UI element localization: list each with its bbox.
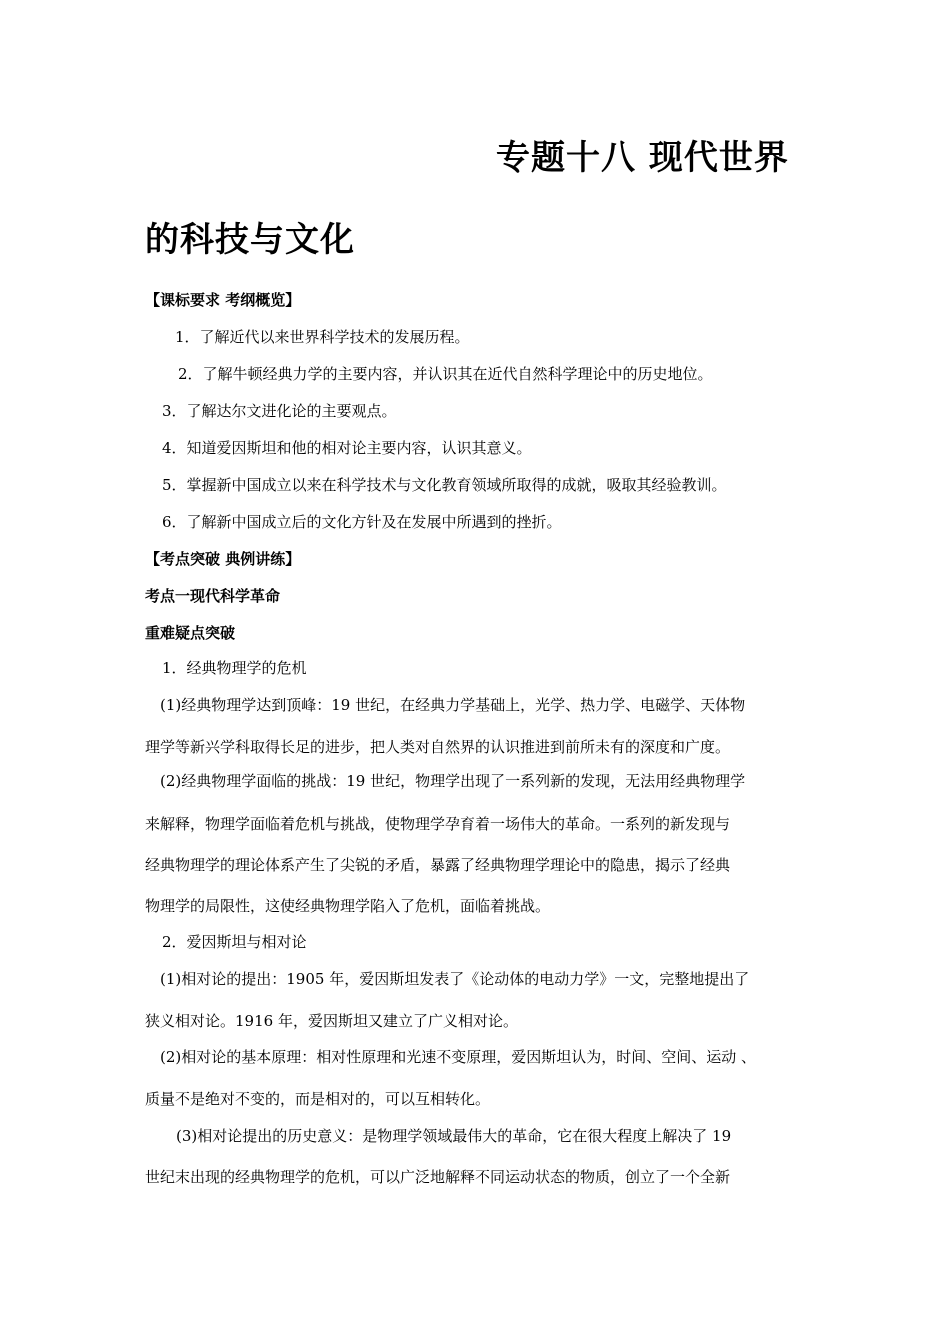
body-line: (1)经典物理学达到顶峰：19 世纪，在经典力学基础上，光学、热力学、电磁学、天体物 [160,696,746,714]
body-line: (2)相对论的基本原理：相对性原理和光速不变原理，爱因斯坦认为，时间、空间、运动 、 [160,1048,757,1066]
body-line: 世纪末出现的经典物理学的危机，可以广泛地解释不同运动状态的物质，创立了一个全新 [145,1168,731,1186]
body-line: (3)相对论提出的历史意义：是物理学领域最伟大的革命，它在很大程度上解决了 19 [176,1127,732,1145]
body-line: 经典物理学的理论体系产生了尖锐的矛盾，暴露了经典物理学理论中的隐患，揭示了经典 [145,856,731,874]
requirement-item: 6．了解新中国成立后的文化方针及在发展中所遇到的挫折。 [162,513,562,531]
body-line: 狭义相对论。1916 年，爱因斯坦又建立了广义相对论。 [145,1012,518,1030]
body-heading-line: 2．爱因斯坦与相对论 [162,933,307,951]
requirement-item: 4．知道爱因斯坦和他的相对论主要内容，认识其意义。 [162,439,532,457]
requirements-heading: 【课标要求 考纲概览】 [145,291,301,309]
body-line: 物理学的局限性，这使经典物理学陷入了危机，面临着挑战。 [145,897,551,915]
topic-heading: 考点一现代科学革命 [145,587,281,605]
title-line-2: 的科技与文化 [145,220,355,260]
requirement-item: 3．了解达尔文进化论的主要观点。 [162,402,397,420]
requirement-item: 1．了解近代以来世界科学技术的发展历程。 [175,328,470,346]
title-line-1: 专题十八 现代世界 [496,138,789,178]
body-line: 质量不是绝对不变的，而是相对的，可以互相转化。 [145,1090,491,1108]
body-line: 理学等新兴学科取得长足的进步，把人类对自然界的认识推进到前所未有的深度和广度。 [145,738,731,756]
body-line: 来解释，物理学面临着危机与挑战，使物理学孕育着一场伟大的革命。一系列的新发现与 [145,815,731,833]
subsection-heading: 重难疑点突破 [145,624,236,642]
breakthrough-heading: 【考点突破 典例讲练】 [145,550,301,568]
requirement-item: 2．了解牛顿经典力学的主要内容，并认识其在近代自然科学理论中的历史地位。 [178,365,713,383]
requirement-item: 5．掌握新中国成立以来在科学技术与文化教育领域所取得的成就，吸取其经验教训。 [162,476,727,494]
body-line: (2)经典物理学面临的挑战：19 世纪，物理学出现了一系列新的发现，无法用经典物理学 [160,772,746,790]
body-heading-line: 1．经典物理学的危机 [162,659,307,677]
body-line: (1)相对论的提出：1905 年，爱因斯坦发表了《论动体的电动力学》一文，完整地提出了 [160,970,750,988]
